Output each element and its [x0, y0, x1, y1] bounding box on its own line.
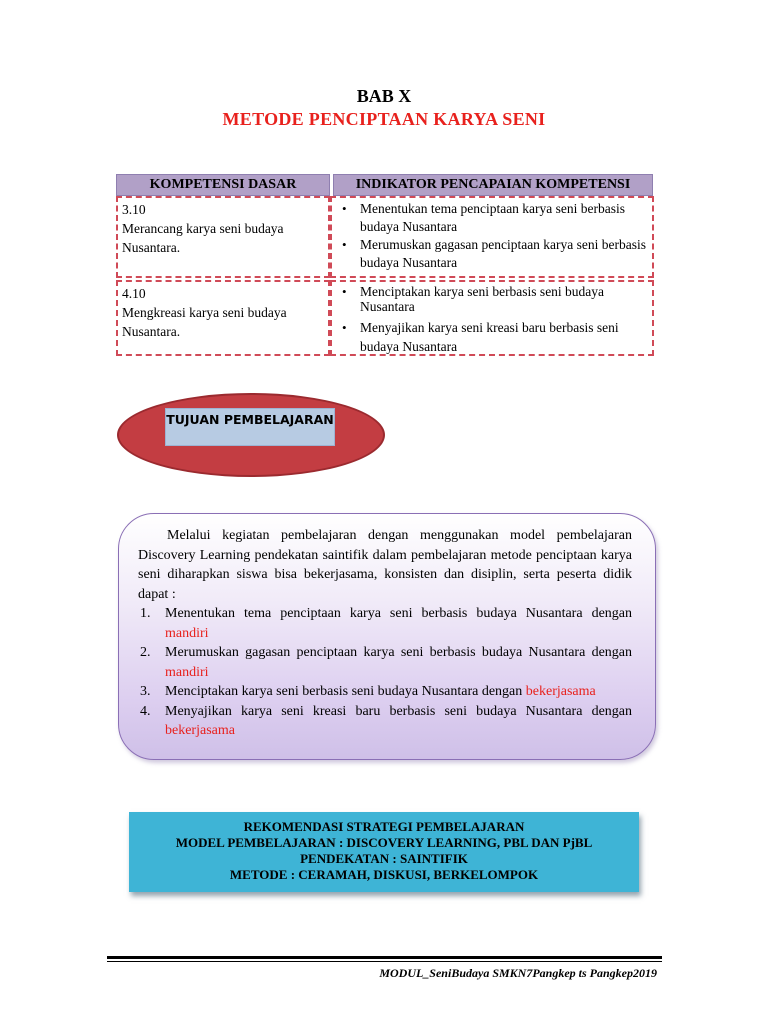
chapter-heading: BAB X [356, 86, 412, 106]
indicator-item: • Menentukan tema penciptaan karya seni berbasis budaya Nusantara [360, 200, 648, 236]
kd-text: Mengkreasi karya seni budaya Nusantara. [122, 305, 287, 339]
strategy-model: MODEL PEMBELAJARAN : DISCOVERY LEARNING, PBL DAN PjBL [175, 835, 593, 850]
footer-rule-thin [107, 961, 662, 962]
goals-content [138, 526, 632, 741]
indicator-cell-1 [330, 196, 654, 278]
footer-rule-thick [107, 956, 662, 959]
indicator-cell-2 [330, 280, 654, 356]
goal-item: 4. Menyajikan karya seni kreasi baru berbasis seni budaya Nusantara dengan bekerjasama [140, 703, 632, 738]
strategy-box [129, 812, 639, 892]
indicator-item: • Menyajikan karya seni kreasi baru berbasis seni budaya Nusantara [360, 318, 648, 356]
goal-item: 2. Merumuskan gagasan penciptaan karya seni berbasis budaya Nusantara dengan mandiri [140, 645, 632, 680]
goal-item: 3. Menciptakan karya seni berbasis seni budaya Nusantara dengan bekerjasama [140, 684, 596, 699]
strategy-method: METODE : CERAMAH, DISKUSI, BERKELOMPOK [229, 867, 539, 882]
kd-cell-2 [116, 280, 330, 356]
goals-intro: Melalui kegiatan pembelajaran dengan menggunakan model pembelajaran Discovery Learning pendekatan saintifik dalam pembelajaran metode penciptaan karya seni diharapkan siswa bisa bekerjasama, konsisten dan disiplin, serta peserta didik dapat : [138, 528, 632, 602]
footer-text: MODUL_SeniBudaya SMKN7Pangkep ts Pangkep2019 [379, 966, 657, 980]
indicator-list [336, 284, 648, 356]
strategy-approach: PENDEKATAN : SAINTIFIK [300, 851, 468, 866]
kd-text: Merancang karya seni budaya Nusantara. [122, 221, 284, 255]
indicator-item: • Menciptakan karya seni berbasis seni budaya Nusantara [360, 284, 648, 314]
kd-cell-1 [116, 196, 330, 278]
goals-list [138, 604, 632, 741]
header-kompetensi-dasar: KOMPETENSI DASAR [116, 174, 330, 196]
strategy-heading: REKOMENDASI STRATEGI PEMBELAJARAN [243, 819, 525, 834]
goal-item: 1. Menentukan tema penciptaan karya seni berbasis budaya Nusantara dengan mandiri [140, 606, 632, 641]
kd-number: 4.10 [122, 286, 146, 301]
indicator-list [336, 200, 648, 272]
chapter-title: METODE PENCIPTAAN KARYA SENI [222, 109, 546, 129]
indicator-item: • Merumuskan gagasan penciptaan karya seni berbasis budaya Nusantara [360, 236, 648, 272]
kd-number: 3.10 [122, 202, 146, 217]
goals-label: TUJUAN PEMBELAJARAN [165, 408, 335, 446]
header-indikator: INDIKATOR PENCAPAIAN KOMPETENSI [333, 174, 653, 196]
